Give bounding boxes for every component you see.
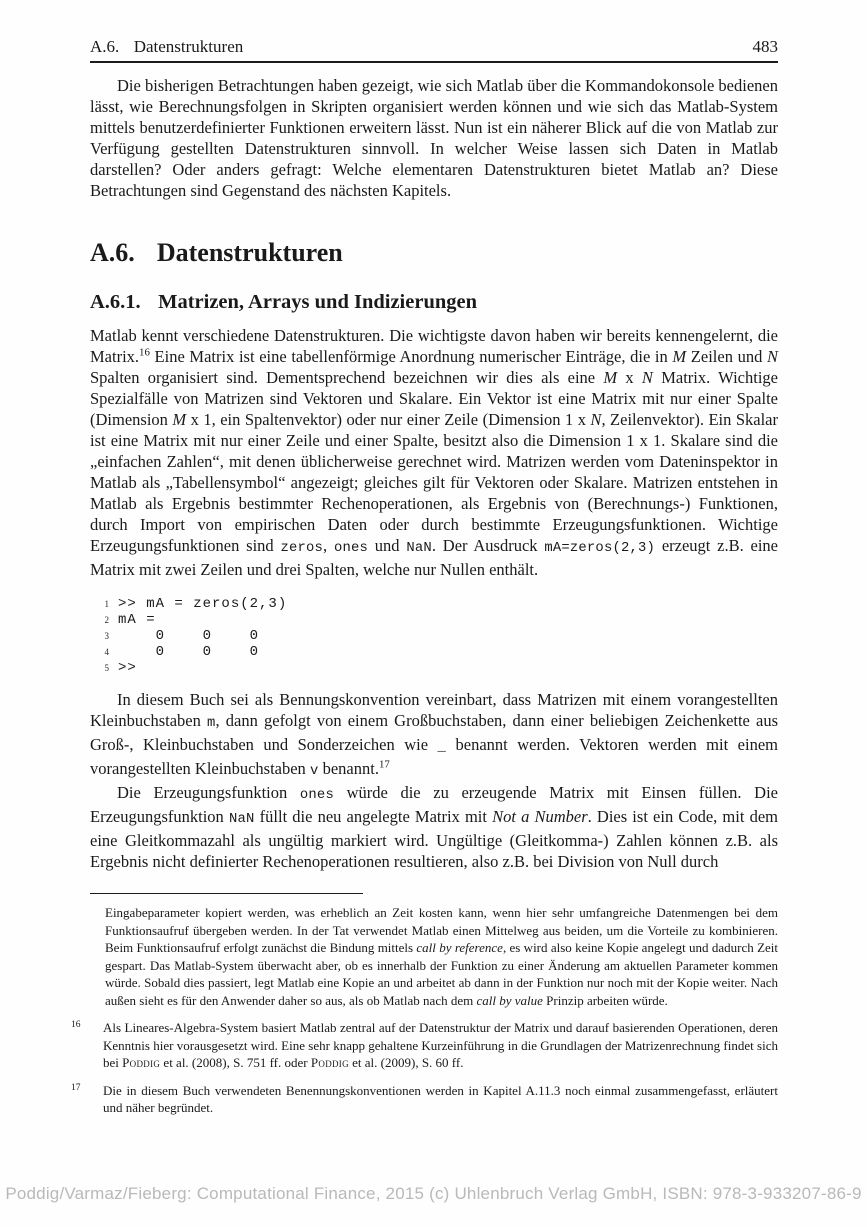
code-line [91,596,778,612]
code-line-number: 5 [104,663,109,673]
running-header-section-title: Datenstrukturen [133,37,244,56]
footnote-separator-rule [90,893,363,894]
footnote-17 [70,1082,778,1117]
running-header-section-number: A.6. [90,37,120,56]
footnote-continuation: Eingabeparameter kopiert werden, was erheblich an Zeit kosten kann, wenn hier sehr umfangreiche Datenmengen bei dem Funktionsaufruf übergeben werden. In der Tat verwendet Matlab einen Mittelweg aus beiden, um die Vorteile zu kombinieren. Beim Funktionsaufruf erfolgt zunächst die Bindung mittels call by reference, es wird also keine Kopie angelegt und dadurch Zeit gespart. Das Matlab-System überwacht aber, ob es innerhalb der Funktion zu einer Änderung am aktuellen Parameter kommen würde. Sobald dies passiert, legt Matlab eine Kopie an und arbeitet ab dann in der Funktion nur noch mit der Kopie weiter. Nach außen sieht es für den Anwender daher so aus, als ob Matlab nach dem call by value Prinzip arbeiten würde. [105,905,778,1008]
code-line-text: mA = [118,612,156,628]
footnote-17-text: Die in diesem Buch verwendeten Benennungskonventionen werden in Kapitel A.11.3 noch einmal zusammengefasst, erläutert und näher begründet. [103,1082,778,1115]
running-header-title [90,37,243,57]
footnote-17-marker: 17 [71,1082,81,1093]
intro-paragraph: Die bisherigen Betrachtungen haben gezeigt, wie sich Matlab über die Kommandokonsole bedienen lässt, wie Berechnungsfolgen in Skripten organisiert werden können und wie sich das Matlab-System mittels benutzerdefinierter Funktionen erweitern lässt. Nun ist ein näherer Blick auf die von Matlab zur Verfügung gestellten Datenstrukturen sinnvoll. In welcher Weise lassen sich Daten in Matlab darstellen? Oder anders gefragt: Welche elementaren Datenstrukturen bietet Matlab an? Diese Betrachtungen sind Gegenstand des nächsten Kapitels. [90,76,778,200]
code-line-number: 2 [104,615,109,625]
matrix-paragraph: Matlab kennt verschiedene Datenstrukturen. Die wichtigste davon haben wir bereits kennengelernt, die Matrix.$^{16}$ Eine Matrix ist eine tabellenförmige Anordnung numerischer Einträge, die in M Zeilen und N Spalten organisiert sind. Dementsprechend bezeichnen wir dies als eine M x N Matrix. Wichtige Spezialfälle von Matrizen sind Vektoren und Skalare. Ein Vektor ist eine Matrix mit nur einer Spalte (Dimension M x 1, ein Spaltenvektor) oder nur einer Zeile (Dimension 1 x N, Zeilenvektor). Ein Skalar ist eine Matrix mit nur einer Zeile und einer Spalte, besitzt also die Dimension 1 x 1. Skalare sind die „einfachen Zahlen“, mit denen üblicherweise gerechnet wird. Matrizen werden vom Dateninspektor in Matlab als „Tabellensymbol“ angezeigt; gleiches gilt für Vektoren oder Skalare. Matrizen entstehen in Matlab als Ergebnis bestimmter Rechenoperationen, als Ergebnis von (Berechnungs-) Funktionen, durch Import von empirischen Daten oder durch bestimmte Erzeugungsfunktionen. Wichtige Erzeugungsfunktionen sind zeros, ones und NaN. Der Ausdruck mA=zeros(2,3) erzeugt z.B. eine Matrix mit zwei Zeilen und drei Spalten, welche nur Nullen enthält. [90,326,779,579]
code-line-text: >> mA = zeros(2,3) [118,596,288,612]
code-line [91,612,778,628]
naming-convention-paragraph: In diesem Buch sei als Bennungskonvention vereinbart, dass Matrizen mit einem vorangestellten Kleinbuchstaben m, dann gefolgt von einem Großbuchstaben, dann einer beliebigen Zeichenkette aus Groß-, Kleinbuchstaben und Sonderzeichen wie _ benannt werden. Vektoren werden mit einem vorangestellten Kleinbuchstaben v benannt.$^{17}$ [90,690,778,779]
code-line-text: 0 0 0 [118,628,260,644]
footnotes-section [70,893,778,1117]
subsection-heading-title: Matrizen, Arrays und Indizierungen [158,291,478,313]
code-line-text: 0 0 0 [118,644,260,660]
creation-functions-paragraph: Die Erzeugungsfunktion ones würde die zu erzeugende Matrix mit Einsen füllen. Die Erzeugungsfunktion NaN füllt die neu angelegte Matrix mit Not a Number. Dies ist ein Code, mit dem eine Gleitkommazahl als ungültig markiert wird. Ungültige (Gleitkomma-) Zahlen können z.B. als Ergebnis nicht definierter Rechenoperationen resultieren, also z.B. bei Division von Null durch [90,783,778,871]
code-line [91,644,778,660]
running-header [90,37,778,63]
footnote-16-text: Als Lineares-Algebra-System basiert Matlab zentral auf der Datenstruktur der Matrix und darauf basierenden Operationen, deren Kenntnis hier vorausgesetzt wird. Eine sehr knapp gehaltene Kurzeinführung in die Grundlagen der Matrizenrechnung findet sich bei Poddig et al. (2008), S. 751 ff. oder Poddig et al. (2009), S. 60 ff. [103,1020,778,1070]
footnote-16 [70,1019,778,1072]
section-heading-number: A.6. [90,238,135,267]
code-line-text: >> [118,660,137,676]
code-listing [91,596,778,676]
code-line [91,628,778,644]
code-line-number: 3 [104,631,109,641]
code-line-number: 4 [104,647,109,657]
code-line [91,660,778,676]
section-heading [90,238,778,268]
copyright-footer: Poddig/Varmaz/Fieberg: Computational Finance, 2015 (c) Uhlenbruch Verlag GmbH, ISBN: 978-3-933207-86-9 [5,1184,862,1203]
subsection-heading-number: A.6.1. [90,291,141,313]
footnote-16-marker: 16 [71,1020,81,1030]
page-number: 483 [752,37,778,56]
code-line-number: 1 [104,599,109,609]
subsection-heading [90,290,778,314]
section-heading-title: Datenstrukturen [156,238,343,267]
